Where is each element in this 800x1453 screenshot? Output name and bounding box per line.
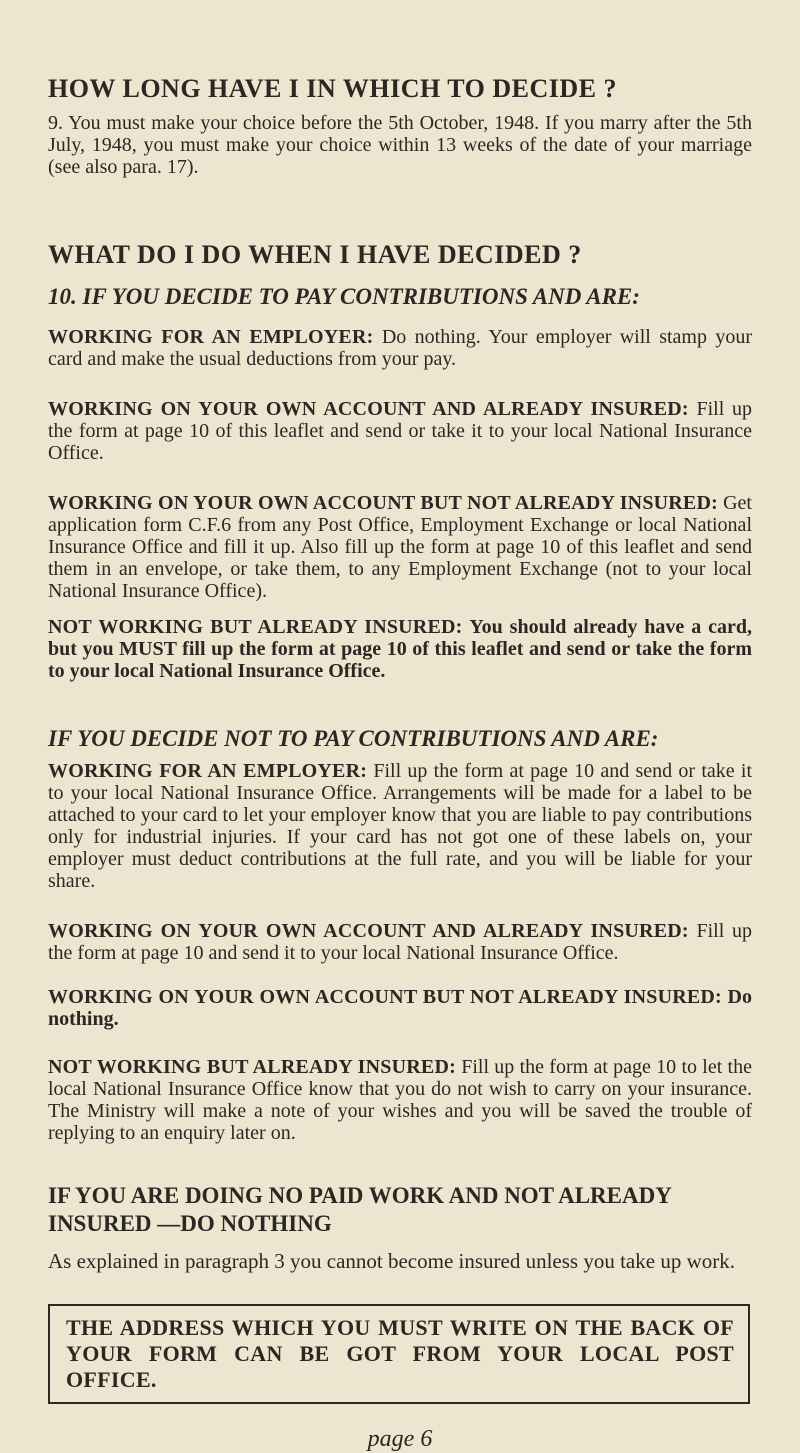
no-pay-item-not-working [48,1056,752,1144]
pay-item-not-working-lead: NOT WORKING BUT ALREADY INSURED: [48,616,463,638]
no-pay-item-employer-text: Fill up the form at page 10 and send or take it to your local National Insurance Office. Arrangements will be made for a label to be attached to your card to let your employer know that you are liable to pay contributions only for industrial injuries. If your card has not got one of these labels on, your employer must deduct contributions at the full rate, and you will be liable for your share. [48,760,752,892]
pay-item-not-working [48,616,752,682]
no-pay-item-own-insured-text: Fill up the form at page 10 and send it to your local National Insurance Office. [48,920,752,964]
no-pay-item-own-not-insured [48,986,752,1030]
address-notice-box [48,1304,750,1404]
no-pay-item-employer [48,760,752,892]
paragraph-10-heading: 10. IF YOU DECIDE TO PAY CONTRIBUTIONS AND ARE: [48,284,640,309]
page-number: page 6 [367,1426,433,1452]
pay-item-not-working-text: You should already have a card, but you MUST fill up the form at page 10 of this leaflet and send or take the form to your local National Insurance Office. [48,616,752,682]
heading-no-paid-work: IF YOU ARE DOING NO PAID WORK AND NOT ALREADY INSURED —DO NOTHING [48,1183,671,1236]
no-pay-item-own-not-insured-lead: WORKING ON YOUR OWN ACCOUNT BUT NOT ALREADY INSURED: [48,986,722,1008]
address-notice-text: THE ADDRESS WHICH YOU MUST WRITE ON THE BACK OF YOUR FORM CAN BE GOT FROM YOUR LOCAL POST OFFICE. [66,1315,734,1392]
no-pay-item-employer-lead: WORKING FOR AN EMPLOYER: [48,760,368,782]
no-pay-item-not-working-text: Fill up the form at page 10 to let the local National Insurance Office know that you do not wish to carry on your insurance. The Ministry will make a note of your wishes and you will be saved the trouble of replying to an enquiry later on. [48,1056,752,1144]
pay-item-own-not-insured [48,492,752,602]
no-pay-heading: IF YOU DECIDE NOT TO PAY CONTRIBUTIONS AND ARE: [48,726,659,751]
no-pay-item-not-working-lead: NOT WORKING BUT ALREADY INSURED: [48,1056,456,1078]
pay-item-employer-text: Do nothing. Your employer will stamp your card and make the usual deductions from your pay. [48,326,753,370]
pay-item-employer [48,326,752,370]
pay-item-employer-lead: WORKING FOR AN EMPLOYER: [48,326,374,348]
paragraph-9: 9. You must make your choice before the 5th October, 1948. If you marry after the 5th July, 1948, you must make your choice within 13 weeks of the date of your marriage (see also para. 17). [48,112,752,178]
pay-item-own-insured-lead: WORKING ON YOUR OWN ACCOUNT AND ALREADY INSURED: [48,398,689,420]
pay-item-own-insured-text: Fill up the form at page 10 of this leaflet and send or take it to your local National Insurance Office. [48,398,752,464]
pay-item-own-insured [48,398,752,464]
pay-item-own-not-insured-text: Get application form C.F.6 from any Post Office, Employment Exchange or local National Insurance Office and fill it up. Also fill up the form at page 10 of this leaflet and send them in an envelope, or take them, to any Employment Exchange (not to your local National Insurance Office). [48,492,752,602]
no-pay-item-own-insured [48,920,752,964]
pay-item-own-not-insured-lead: WORKING ON YOUR OWN ACCOUNT BUT NOT ALREADY INSURED: [48,492,718,514]
paragraph-explained: As explained in paragraph 3 you cannot become insured unless you take up work. [48,1249,735,1273]
heading-how-long: HOW LONG HAVE I IN WHICH TO DECIDE ? [48,74,617,103]
no-pay-item-own-not-insured-text: Do nothing. [48,986,752,1030]
heading-what-do-i-do: WHAT DO I DO WHEN I HAVE DECIDED ? [48,240,582,269]
no-pay-item-own-insured-lead: WORKING ON YOUR OWN ACCOUNT AND ALREADY INSURED: [48,920,689,942]
